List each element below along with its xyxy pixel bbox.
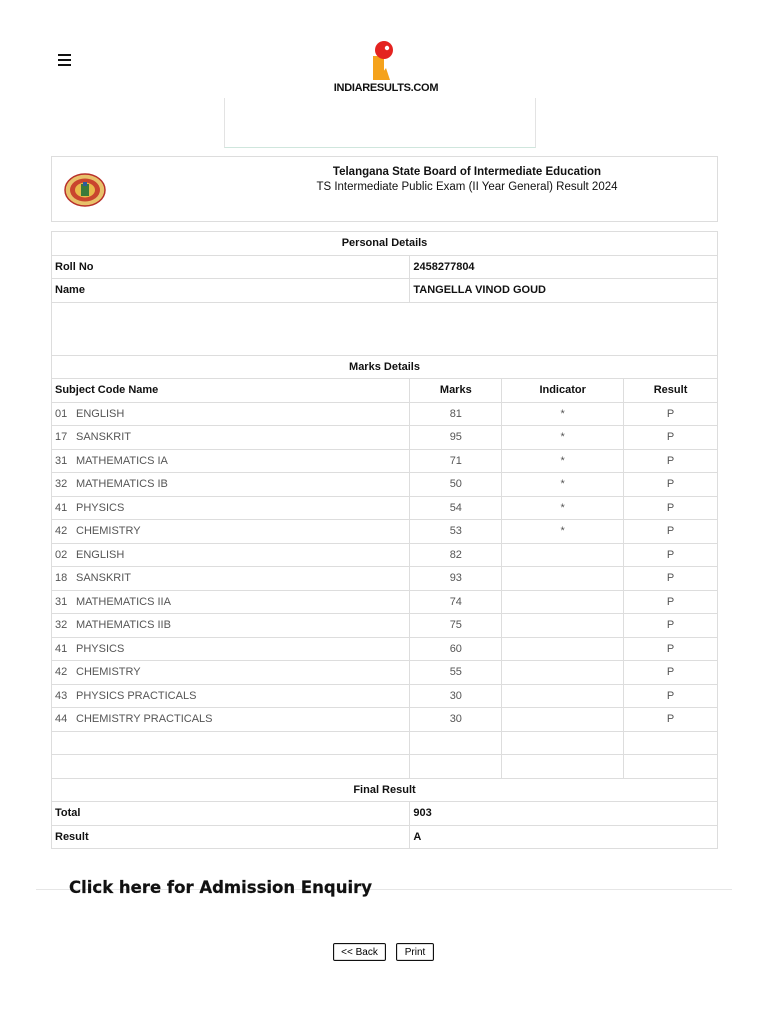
subject-row xyxy=(52,590,718,614)
subject-name: SANSKRIT xyxy=(76,431,132,444)
indicator-cell xyxy=(502,637,624,661)
ad-placeholder xyxy=(224,98,536,148)
subject-cell xyxy=(52,426,410,450)
subject-name: MATHEMATICS IIB xyxy=(76,619,171,632)
indicator-cell xyxy=(502,543,624,567)
subject-cell xyxy=(52,614,410,638)
subject-code: 32 xyxy=(55,478,68,491)
subject-row xyxy=(52,543,718,567)
result-cell: P xyxy=(624,520,718,544)
marks-cell: 50 xyxy=(410,473,502,497)
back-button[interactable]: << Back xyxy=(333,943,386,961)
result-header xyxy=(51,156,718,222)
empty-cell xyxy=(410,755,502,779)
print-button[interactable]: Print xyxy=(396,943,434,961)
marks-cell: 75 xyxy=(410,614,502,638)
blank-row xyxy=(52,755,718,779)
indicator-cell: * xyxy=(502,520,624,544)
result-cell: P xyxy=(624,496,718,520)
subject-name: SANSKRIT xyxy=(76,572,132,585)
marks-details-title: Marks Details xyxy=(52,355,718,379)
board-seal-icon xyxy=(64,173,106,207)
total-row xyxy=(52,802,718,826)
subject-cell xyxy=(52,543,410,567)
subject-row xyxy=(52,661,718,685)
subject-cell xyxy=(52,402,410,426)
name-label: Name xyxy=(52,279,410,303)
indicator-cell xyxy=(502,590,624,614)
subject-row xyxy=(52,567,718,591)
subject-cell xyxy=(52,637,410,661)
subject-code: 42 xyxy=(55,666,68,679)
section-header-row xyxy=(52,355,718,379)
subject-row xyxy=(52,402,718,426)
indicator-cell: * xyxy=(502,449,624,473)
indicator-cell: * xyxy=(502,473,624,497)
empty-cell xyxy=(502,731,624,755)
subject-name: MATHEMATICS IA xyxy=(76,454,168,467)
marks-cell: 82 xyxy=(410,543,502,567)
empty-cell xyxy=(624,731,718,755)
result-cell: P xyxy=(624,637,718,661)
subject-code: 17 xyxy=(55,431,68,444)
subject-cell xyxy=(52,708,410,732)
subject-code: 41 xyxy=(55,501,68,514)
marks-cell: 30 xyxy=(410,708,502,732)
result-cell: P xyxy=(624,449,718,473)
menu-icon[interactable] xyxy=(58,54,71,67)
indicator-cell: * xyxy=(502,496,624,520)
indicator-cell xyxy=(502,567,624,591)
subject-name: MATHEMATICS IIA xyxy=(76,595,171,608)
result-cell: P xyxy=(624,684,718,708)
subject-name: CHEMISTRY PRACTICALS xyxy=(76,713,213,726)
result-cell: P xyxy=(624,590,718,614)
subject-cell xyxy=(52,684,410,708)
spacer-row xyxy=(52,302,718,355)
subject-code: 18 xyxy=(55,572,68,585)
marks-cell: 30 xyxy=(410,684,502,708)
subject-row xyxy=(52,473,718,497)
subject-row xyxy=(52,708,718,732)
result-cell: P xyxy=(624,473,718,497)
subject-cell xyxy=(52,496,410,520)
result-value: A xyxy=(410,825,718,849)
admission-enquiry-link[interactable]: Click here for Admission Enquiry xyxy=(69,878,373,897)
subject-code: 44 xyxy=(55,713,68,726)
empty-cell xyxy=(624,755,718,779)
indicator-cell: * xyxy=(502,402,624,426)
subject-row xyxy=(52,449,718,473)
subject-row xyxy=(52,614,718,638)
subject-row xyxy=(52,496,718,520)
subject-name: CHEMISTRY xyxy=(76,525,141,538)
result-cell: P xyxy=(624,402,718,426)
indicator-cell: * xyxy=(502,426,624,450)
result-label: Result xyxy=(52,825,410,849)
marks-cell: 93 xyxy=(410,567,502,591)
col-indicator: Indicator xyxy=(502,379,624,403)
name-value: TANGELLA VINOD GOUD xyxy=(410,279,718,303)
subject-cell xyxy=(52,520,410,544)
subject-code: 31 xyxy=(55,454,68,467)
result-cell: P xyxy=(624,708,718,732)
subject-name: MATHEMATICS IB xyxy=(76,478,168,491)
subject-code: 31 xyxy=(55,595,68,608)
result-table xyxy=(51,231,718,849)
marks-cell: 53 xyxy=(410,520,502,544)
subject-name: PHYSICS PRACTICALS xyxy=(76,689,197,702)
section-header-row xyxy=(52,778,718,802)
indicator-cell xyxy=(502,708,624,732)
subject-name: ENGLISH xyxy=(76,407,125,420)
total-label: Total xyxy=(52,802,410,826)
subject-code: 42 xyxy=(55,525,68,538)
total-value: 903 xyxy=(410,802,718,826)
subject-cell xyxy=(52,473,410,497)
subject-code: 41 xyxy=(55,642,68,655)
marks-cell: 55 xyxy=(410,661,502,685)
col-result: Result xyxy=(624,379,718,403)
roll-value: 2458277804 xyxy=(410,255,718,279)
indicator-cell xyxy=(502,684,624,708)
name-row xyxy=(52,279,718,303)
column-header-row xyxy=(52,379,718,403)
result-cell: P xyxy=(624,567,718,591)
subject-code: 32 xyxy=(55,619,68,632)
marks-cell: 60 xyxy=(410,637,502,661)
subject-row xyxy=(52,637,718,661)
result-cell: P xyxy=(624,661,718,685)
result-cell: P xyxy=(624,543,718,567)
empty-cell xyxy=(410,731,502,755)
subject-cell xyxy=(52,567,410,591)
subject-cell xyxy=(52,590,410,614)
marks-cell: 71 xyxy=(410,449,502,473)
indicator-cell xyxy=(502,614,624,638)
col-marks: Marks xyxy=(410,379,502,403)
col-subject: Subject Code Name xyxy=(52,379,410,403)
subject-cell xyxy=(52,449,410,473)
empty-cell xyxy=(502,755,624,779)
marks-cell: 54 xyxy=(410,496,502,520)
roll-label: Roll No xyxy=(52,255,410,279)
subject-name: PHYSICS xyxy=(76,501,125,514)
marks-cell: 95 xyxy=(410,426,502,450)
marks-cell: 74 xyxy=(410,590,502,614)
exam-name: TS Intermediate Public Exam (II Year General) Result 2024 xyxy=(316,181,618,193)
logo-mark-icon xyxy=(330,40,442,84)
final-result-title: Final Result xyxy=(52,778,718,802)
subject-name: PHYSICS xyxy=(76,642,125,655)
site-logo[interactable] xyxy=(330,40,442,96)
marks-cell: 81 xyxy=(410,402,502,426)
board-name: Telangana State Board of Intermediate Education xyxy=(332,166,602,178)
empty-cell xyxy=(52,731,410,755)
subject-code: 43 xyxy=(55,689,68,702)
section-header-row xyxy=(52,232,718,256)
result-cell: P xyxy=(624,614,718,638)
subject-name: CHEMISTRY xyxy=(76,666,141,679)
result-row xyxy=(52,825,718,849)
subject-code: 02 xyxy=(55,548,68,561)
result-cell: P xyxy=(624,426,718,450)
subject-code: 01 xyxy=(55,407,68,420)
subject-name: ENGLISH xyxy=(76,548,125,561)
roll-row xyxy=(52,255,718,279)
subject-row xyxy=(52,684,718,708)
subject-cell xyxy=(52,661,410,685)
personal-details-title: Personal Details xyxy=(52,232,718,256)
subject-row xyxy=(52,426,718,450)
logo-text: INDIARESULTS.COM xyxy=(333,82,439,94)
indicator-cell xyxy=(502,661,624,685)
blank-row xyxy=(52,731,718,755)
subject-row xyxy=(52,520,718,544)
empty-cell xyxy=(52,755,410,779)
empty-cell xyxy=(52,302,718,355)
